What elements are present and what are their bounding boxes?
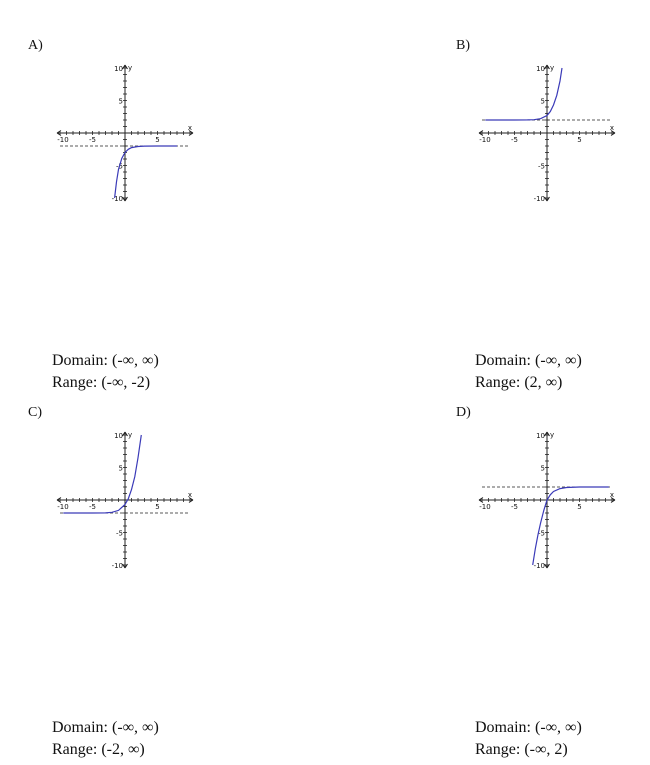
y-tick-label: -5 bbox=[538, 529, 545, 538]
option-d bbox=[325, 383, 650, 765]
graph bbox=[50, 425, 200, 575]
domain-text: Domain: (-∞, ∞) bbox=[475, 719, 582, 736]
x-tick-label: 5 bbox=[155, 503, 160, 511]
x-axis-label: x bbox=[187, 491, 192, 499]
x-tick-label: 5 bbox=[577, 503, 582, 511]
option-b bbox=[325, 0, 650, 391]
y-tick-label: -10 bbox=[111, 195, 123, 203]
y-axis-label: y bbox=[128, 431, 133, 439]
x-tick-label: -10 bbox=[57, 136, 69, 144]
x-tick-label: 5 bbox=[577, 136, 582, 144]
graph bbox=[50, 58, 200, 208]
option-label: C) bbox=[28, 405, 42, 420]
y-tick-label: 10 bbox=[536, 432, 545, 440]
y-tick-label: 10 bbox=[114, 65, 123, 73]
x-tick-label: -5 bbox=[89, 503, 96, 511]
x-tick-label: -5 bbox=[511, 136, 518, 144]
x-axis-label: x bbox=[609, 124, 614, 132]
function-curve bbox=[533, 487, 609, 565]
y-tick-label: 10 bbox=[114, 432, 123, 440]
x-tick-label: -10 bbox=[479, 136, 491, 144]
range-text: Range: (2, ∞) bbox=[475, 374, 563, 391]
y-tick-label: -10 bbox=[533, 195, 545, 203]
option-c bbox=[0, 383, 325, 765]
option-label: D) bbox=[456, 405, 471, 420]
y-tick-label: -5 bbox=[538, 162, 545, 171]
function-curve bbox=[63, 435, 141, 513]
domain-text: Domain: (-∞, ∞) bbox=[52, 352, 159, 369]
y-tick-label: 5 bbox=[540, 464, 545, 473]
function-curve bbox=[485, 68, 562, 120]
y-axis-label: y bbox=[550, 64, 555, 72]
y-tick-label: 10 bbox=[536, 65, 545, 73]
answer-block bbox=[52, 717, 159, 761]
domain-text: Domain: (-∞, ∞) bbox=[52, 719, 159, 736]
x-tick-label: -10 bbox=[479, 503, 491, 511]
y-tick-label: -5 bbox=[116, 529, 123, 538]
option-label: B) bbox=[456, 38, 470, 53]
y-tick-label: 5 bbox=[118, 97, 123, 106]
range-text: Range: (-∞, -2) bbox=[52, 374, 151, 391]
y-tick-label: -5 bbox=[116, 162, 123, 171]
answer-block bbox=[475, 717, 582, 761]
y-axis-label: y bbox=[128, 64, 133, 72]
x-tick-label: -10 bbox=[57, 503, 69, 511]
x-tick-label: -5 bbox=[89, 136, 96, 144]
x-tick-label: 5 bbox=[155, 136, 160, 144]
graph bbox=[472, 58, 622, 208]
graph bbox=[472, 425, 622, 575]
x-axis-label: x bbox=[609, 491, 614, 499]
y-tick-label: -10 bbox=[111, 562, 123, 570]
option-label: A) bbox=[28, 38, 43, 53]
x-tick-label: -5 bbox=[511, 503, 518, 511]
y-tick-label: 5 bbox=[540, 97, 545, 106]
domain-text: Domain: (-∞, ∞) bbox=[475, 352, 582, 369]
range-text: Range: (-∞, 2) bbox=[475, 741, 568, 758]
option-a bbox=[0, 0, 325, 391]
y-axis-label: y bbox=[550, 431, 555, 439]
range-text: Range: (-2, ∞) bbox=[52, 741, 145, 758]
y-tick-label: -10 bbox=[533, 562, 545, 570]
x-axis-label: x bbox=[187, 124, 192, 132]
y-tick-label: 5 bbox=[118, 464, 123, 473]
